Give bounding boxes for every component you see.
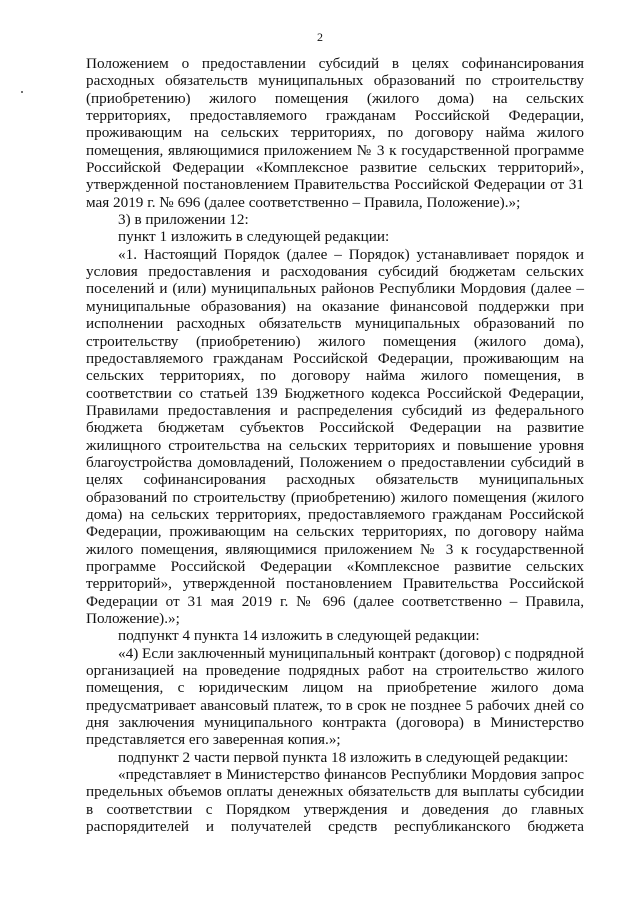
paragraph-subpoint-2-text: «представляет в Министерство финансов Республики Мордовия запрос предельных объемов оплаты денежных обязательств для выплаты субсидии в соответствии с Порядком утверждения и доведения до главных распорядителей и получателей средств республиканского бюджета: [86, 766, 584, 836]
paragraph-point-1-intro: пункт 1 изложить в следующей редакции:: [118, 228, 390, 246]
page-number: 2: [317, 30, 323, 44]
paragraph-point-1-text: «1. Настоящий Порядок (далее – Порядок) устанавливает порядок и условия предоставления и расходования субсидий бюджетам сельских поселений и (или) муниципальных районов Республики Мордовия (далее – муниципальные образования) на оказание финансовой поддержки при исполнении расходных обязательств муниципальных образований по строительству (приобретению) жилого помещения (жилого дома), предоставляемого гражданам Российской Федерации, проживающим на сельских территориях, по договору найма жилого помещения, в соответствии со статьей 139 Бюджетного кодекса Российской Федерации, Правилами предоставления и распределения субсидий из федерального бюджета бюджетам субъектов Российской Федерации на развитие жилищного строительства на сельских территориях и повышение уровня благоустройства домовладений, Положением о предоставлении субсидий в целях софинансирования расходных обязательств муниципальных образований по строительству (приобретению) жилого помещения (жилого дома) на сельских территориях, предоставляемого гражданам Российской Федерации, проживающим на сельских территориях, по договору найма жилого помещения, являющимися приложением № 3 к государственной программе Российской Федерации «Комплексное развитие сельских территорий», утвержденной постановлением Правительства Российской Федерации от 31 мая 2019 г. № 696 (далее соответственно – Правила, Положение).»;: [86, 245, 584, 627]
paragraph-subpoint-4-text: «4) Если заключенный муниципальный контракт (договор) с подрядной организацией на проведение подрядных работ на строительство жилого помещения, с юридическим лицом на приобретение жилого дома предусматривает авансовый платеж, то в срок не позднее 5 рабочих дней со дня заключения муниципального контракта (договора) в Министерство представляется его заверенная копия.»;: [86, 644, 585, 749]
paragraph-continuation: Положением о предоставлении субсидий в целях софинансирования расходных обязательств муниципальных образований по строительству (приобретению) жилого помещения (жилого дома) на сельских территориях, предоставляемого гражданам Российской Федерации, проживающим на сельских территориях, по договору найма жилого помещения, являющимися приложением № 3 к государственной программе Российской Федерации «Комплексное развитие сельских территорий», утвержденной постановлением Правительства Российской Федерации от 31 мая 2019 г. № 696 (далее соответственно – Правила, Положение).»;: [86, 55, 584, 211]
paragraph-appendix-12: 3) в приложении 12:: [118, 211, 249, 229]
paragraph-subpoint-2-intro: подпункт 2 части первой пункта 18 изложить в следующей редакции:: [118, 748, 569, 766]
paragraph-subpoint-4-intro: подпункт 4 пункта 14 изложить в следующей редакции:: [118, 627, 480, 645]
document-body: [86, 55, 584, 835]
margin-mark: [21, 91, 23, 93]
